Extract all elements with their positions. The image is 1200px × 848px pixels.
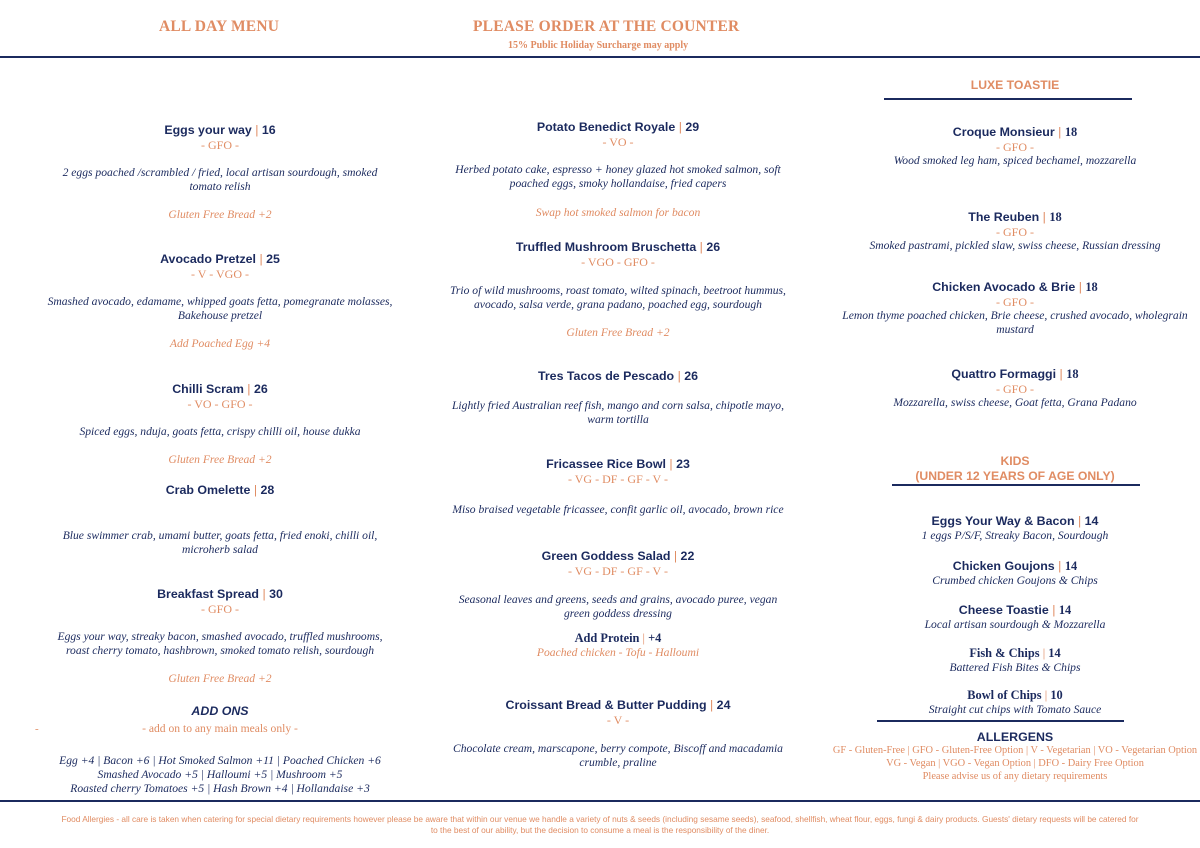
item-description: Chocolate cream, marscapone, berry compote, Biscoff and macadamia crumble, praline	[453, 742, 783, 769]
dietary-tags: - GFO -	[996, 225, 1034, 239]
item-price: 29	[685, 120, 700, 134]
item-option: Gluten Free Bread +2	[168, 672, 272, 685]
item-price: 10	[1050, 688, 1063, 702]
footer-divider	[0, 800, 1200, 802]
add-ons-section	[20, 704, 420, 796]
allergens-line: Please advise us of any dietary requirements	[922, 771, 1108, 782]
item-price: 14	[1058, 603, 1072, 617]
item-name: Eggs Your Way & Bacon	[931, 514, 1075, 528]
item-description: Smoked pastrami, pickled slaw, swiss cheese, Russian dressing	[869, 239, 1161, 252]
add-ons-title: ADD ONS	[191, 704, 249, 718]
item-name: Fish & Chips	[969, 646, 1040, 660]
luxe-toastie-title: LUXE TOASTIE	[970, 78, 1060, 92]
item-description: Lightly fried Australian reef fish, mango and corn salsa, chipotle mayo, warm tortilla	[451, 399, 785, 426]
header-divider	[0, 56, 1200, 58]
allergens-line: GF - Gluten-Free | GFO - Gluten-Free Option | V - Vegetarian | VO - Vegetarian Option	[832, 745, 1198, 756]
item-name: Croissant Bread & Butter Pudding	[505, 698, 707, 712]
menu-title: ALL DAY MENU	[159, 18, 280, 35]
order-instruction: PLEASE ORDER AT THE COUNTER	[473, 18, 740, 35]
add-protein-options: Poached chicken - Tofu - Halloumi	[536, 646, 700, 659]
item-option: Gluten Free Bread +2	[566, 326, 670, 339]
allergens-divider	[877, 720, 1124, 722]
dietary-tags: - VG - DF - GF - V -	[567, 472, 668, 486]
item-option: Gluten Free Bread +2	[168, 453, 272, 466]
item-name: Croque Monsieur	[952, 125, 1055, 139]
item-name: Green Goddess Salad	[541, 549, 671, 563]
menu-item-chilli-scram: Chilli Scram | 26 - VO - GFO - Spiced eggs, nduja, goats fetta, crispy chilli oil, house dukka Gluten Free Bread +2	[20, 382, 420, 467]
item-description: Spiced eggs, nduja, goats fetta, crispy chilli oil, house dukka	[79, 425, 361, 438]
item-description: Straight cut chips with Tomato Sauce	[928, 703, 1102, 716]
item-description: Mozzarella, swiss cheese, Goat fetta, Grana Padano	[893, 396, 1137, 409]
add-protein-label: Add Protein	[574, 631, 640, 645]
item-name: Chicken Goujons	[952, 559, 1055, 573]
item-name: Crab Omelette	[165, 483, 251, 497]
item-option: Gluten Free Bread +2	[168, 208, 272, 221]
item-description: Miso braised vegetable fricassee, confit garlic oil, avocado, brown rice	[452, 503, 784, 516]
item-description: Trio of wild mushrooms, roast tomato, wilted spinach, beetroot hummus, avocado, salsa verde, grana padano, poached egg, sourdough	[450, 284, 786, 311]
item-name: Chicken Avocado & Brie	[932, 280, 1076, 294]
item-name: The Reuben	[968, 210, 1040, 224]
kids-title: KIDS (UNDER 12 YEARS OF AGE ONLY)	[915, 454, 1115, 483]
dietary-tags: - GFO -	[996, 295, 1034, 309]
dietary-tags: - VO - GFO -	[187, 397, 253, 411]
item-price: 14	[1048, 646, 1061, 660]
menu-item-breakfast-spread: Breakfast Spread | 30 - GFO - Eggs your way, streaky bacon, smashed avocado, truffled mushrooms, roast cherry tomato, hashbrown, smoked tomato relish, sourdough Gluten Free Bread +2	[20, 587, 420, 686]
item-price: 14	[1084, 514, 1099, 528]
kids-item-fish-chips: Fish & Chips | 14 Battered Fish Bites & Chips	[815, 646, 1200, 675]
allergens-title: ALLERGENS	[976, 730, 1054, 744]
allergens-line: VG - Vegan | VGO - Vegan Option | DFO - Dairy Free Option	[886, 758, 1144, 769]
dietary-tags: - GFO -	[996, 140, 1034, 154]
add-ons-note: - add on to any main meals only -	[142, 722, 298, 735]
toastie-quattro-formaggi: Quattro Formaggi | 18 - GFO - Mozzarella, swiss cheese, Goat fetta, Grana Padano	[815, 367, 1200, 410]
item-name: Cheese Toastie	[958, 603, 1049, 617]
dietary-tags: - V - VGO -	[190, 267, 249, 281]
item-option: Swap hot smoked salmon for bacon	[535, 206, 701, 219]
item-name: Quattro Formaggi	[951, 367, 1057, 381]
item-name: Breakfast Spread	[157, 587, 259, 601]
item-name: Potato Benedict Royale	[536, 120, 676, 134]
menu-item-green-goddess: Green Goddess Salad | 22 - VG - DF - GF - V - Seasonal leaves and greens, seeds and grains, avocado puree, vegan green goddess dressing Add Protein | +4 Poached chicken - Tofu - Halloumi	[418, 549, 818, 660]
item-name: Tres Tacos de Pescado	[537, 369, 675, 383]
item-price: 25	[266, 252, 280, 266]
item-description: Smashed avocado, edamame, whipped goats fetta, pomegranate molasses, Bakehouse pretzel	[47, 295, 393, 322]
item-name: Chilli Scram	[172, 382, 244, 396]
item-description: Lemon thyme poached chicken, Brie cheese, crushed avocado, wholegrain mustard	[842, 309, 1188, 336]
item-option: Add Poached Egg +4	[169, 337, 271, 350]
surcharge-note: 15% Public Holiday Surcharge may apply	[508, 40, 689, 51]
kids-item-bowl-of-chips: Bowl of Chips | 10 Straight cut chips with Tomato Sauce	[815, 688, 1200, 717]
item-price: 26	[253, 382, 268, 396]
item-price: 18	[1064, 125, 1078, 139]
toastie-croque-monsieur: Croque Monsieur | 18 - GFO - Wood smoked leg ham, spiced bechamel, mozzarella	[815, 125, 1200, 168]
menu-item-potato-benedict: Potato Benedict Royale | 29 - VO - Herbed potato cake, espresso + honey glazed hot smoked salmon, soft poached eggs, smoky hollandaise, fried capers Swap hot smoked salmon for bacon	[418, 120, 818, 220]
dietary-tags: - VGO - GFO -	[581, 255, 655, 269]
item-description: Battered Fish Bites & Chips	[949, 661, 1081, 674]
item-price: 18	[1066, 367, 1079, 381]
dietary-tags: - VG - DF - GF - V -	[567, 564, 668, 578]
item-description: 1 eggs P/S/F, Streaky Bacon, Sourdough	[921, 529, 1109, 542]
item-price: 18	[1085, 280, 1098, 294]
item-description: Eggs your way, streaky bacon, smashed avocado, truffled mushrooms, roast cherry tomato, hashbrown, smoked tomato relish, sourdough	[57, 630, 383, 657]
dietary-tags: - VO -	[602, 135, 634, 149]
toastie-chicken-avocado-brie: Chicken Avocado & Brie | 18 - GFO - Lemon thyme poached chicken, Brie cheese, crushed avocado, wholegrain mustard	[815, 280, 1200, 337]
item-price: 24	[716, 698, 731, 712]
allergens-section	[815, 730, 1200, 783]
dietary-tags: - GFO -	[201, 138, 239, 152]
dietary-tags: - GFO -	[996, 382, 1034, 396]
menu-item-eggs-your-way: Eggs your way | 16 - GFO - 2 eggs poached /scrambled / fried, local artisan sourdough, smoked tomato relish Gluten Free Bread +2	[20, 123, 420, 222]
luxe-toastie-divider	[884, 98, 1132, 100]
menu-item-tres-tacos: Tres Tacos de Pescado | 26 Lightly fried Australian reef fish, mango and corn salsa, chipotle mayo, warm tortilla	[418, 369, 818, 427]
menu-item-mushroom-bruschetta: Truffled Mushroom Bruschetta | 26 - VGO - GFO - Trio of wild mushrooms, roast tomato, wilted spinach, beetroot hummus, avocado, salsa verde, grana padano, poached egg, sourdough Gluten Free Bread +2	[418, 240, 818, 340]
item-description: Wood smoked leg ham, spiced bechamel, mozzarella	[893, 154, 1137, 167]
add-ons-dash: -	[35, 723, 39, 735]
item-price: 26	[684, 369, 699, 383]
kids-item-eggs-bacon: Eggs Your Way & Bacon | 14 1 eggs P/S/F, Streaky Bacon, Sourdough	[815, 514, 1200, 543]
menu-item-fricassee-bowl: Fricassee Rice Bowl | 23 - VG - DF - GF - V - Miso braised vegetable fricassee, confit garlic oil, avocado, brown rice	[418, 457, 818, 517]
item-price: 14	[1064, 559, 1078, 573]
item-price: 22	[680, 549, 695, 563]
kids-item-chicken-goujons: Chicken Goujons | 14 Crumbed chicken Goujons & Chips	[815, 559, 1200, 588]
dietary-tags: - V -	[606, 713, 630, 727]
add-protein-price: +4	[648, 631, 662, 645]
item-price: 18	[1049, 210, 1062, 224]
item-description: Herbed potato cake, espresso + honey glazed hot smoked salmon, soft poached eggs, smoky hollandaise, fried capers	[455, 163, 781, 190]
toastie-the-reuben: The Reuben | 18 - GFO - Smoked pastrami, pickled slaw, swiss cheese, Russian dressing	[815, 210, 1200, 253]
item-description: Blue swimmer crab, umami butter, goats fetta, fried enoki, chilli oil, microherb salad	[62, 529, 378, 556]
menu-item-avocado-pretzel: Avocado Pretzel | 25 - V - VGO - Smashed avocado, edamame, whipped goats fetta, pomegranate molasses, Bakehouse pretzel Add Poached Egg +4	[20, 252, 420, 351]
item-name: Eggs your way	[164, 123, 252, 137]
item-price: 16	[261, 123, 276, 137]
menu-item-bread-butter-pudding: Croissant Bread & Butter Pudding | 24 - V - Chocolate cream, marscapone, berry compote, Biscoff and macadamia crumble, praline	[418, 698, 818, 770]
item-name: Truffled Mushroom Bruschetta	[515, 240, 697, 254]
item-name: Fricassee Rice Bowl	[546, 457, 666, 471]
kids-divider	[892, 484, 1140, 486]
add-ons-list: Egg +4 | Bacon +6 | Hot Smoked Salmon +11 | Poached Chicken +6 Smashed Avocado +5 | Halloumi +5 | Mushroom +5 Roasted cherry Tomatoes +5 | Hash Brown +4 | Hollandaise +3	[59, 754, 381, 795]
item-name: Bowl of Chips	[967, 688, 1042, 702]
kids-item-cheese-toastie: Cheese Toastie | 14 Local artisan sourdough & Mozzarella	[815, 603, 1200, 632]
item-price: 28	[260, 483, 275, 497]
dietary-tags: - GFO -	[201, 602, 239, 616]
item-price: 23	[676, 457, 690, 471]
item-description: Local artisan sourdough & Mozzarella	[924, 618, 1106, 631]
item-description: Crumbed chicken Goujons & Chips	[932, 574, 1098, 587]
add-protein: Add Protein | +4 Poached chicken - Tofu - Halloumi	[418, 631, 818, 660]
item-description: 2 eggs poached /scrambled / fried, local artisan sourdough, smoked tomato relish	[62, 166, 378, 193]
food-allergy-disclaimer: Food Allergies - all care is taken when catering for special dietary requirements however please be aware that within our venue we handle a variety of nuts & seeds (including sesame seeds), seafood, shellfish, wheat flour, eggs, fungi & dairy products. Guests' dietary requests will be catered for to the best of our ability, but the decision to consume a meal is the responsibility of the diner.	[61, 814, 1139, 835]
item-description: Seasonal leaves and greens, seeds and grains, avocado puree, vegan green goddess dressing	[458, 593, 778, 620]
item-price: 30	[269, 587, 283, 601]
menu-item-crab-omelette: Crab Omelette | 28 Blue swimmer crab, umami butter, goats fetta, fried enoki, chilli oil, microherb salad	[20, 483, 420, 557]
item-price: 26	[706, 240, 721, 254]
item-name: Avocado Pretzel	[160, 252, 257, 266]
